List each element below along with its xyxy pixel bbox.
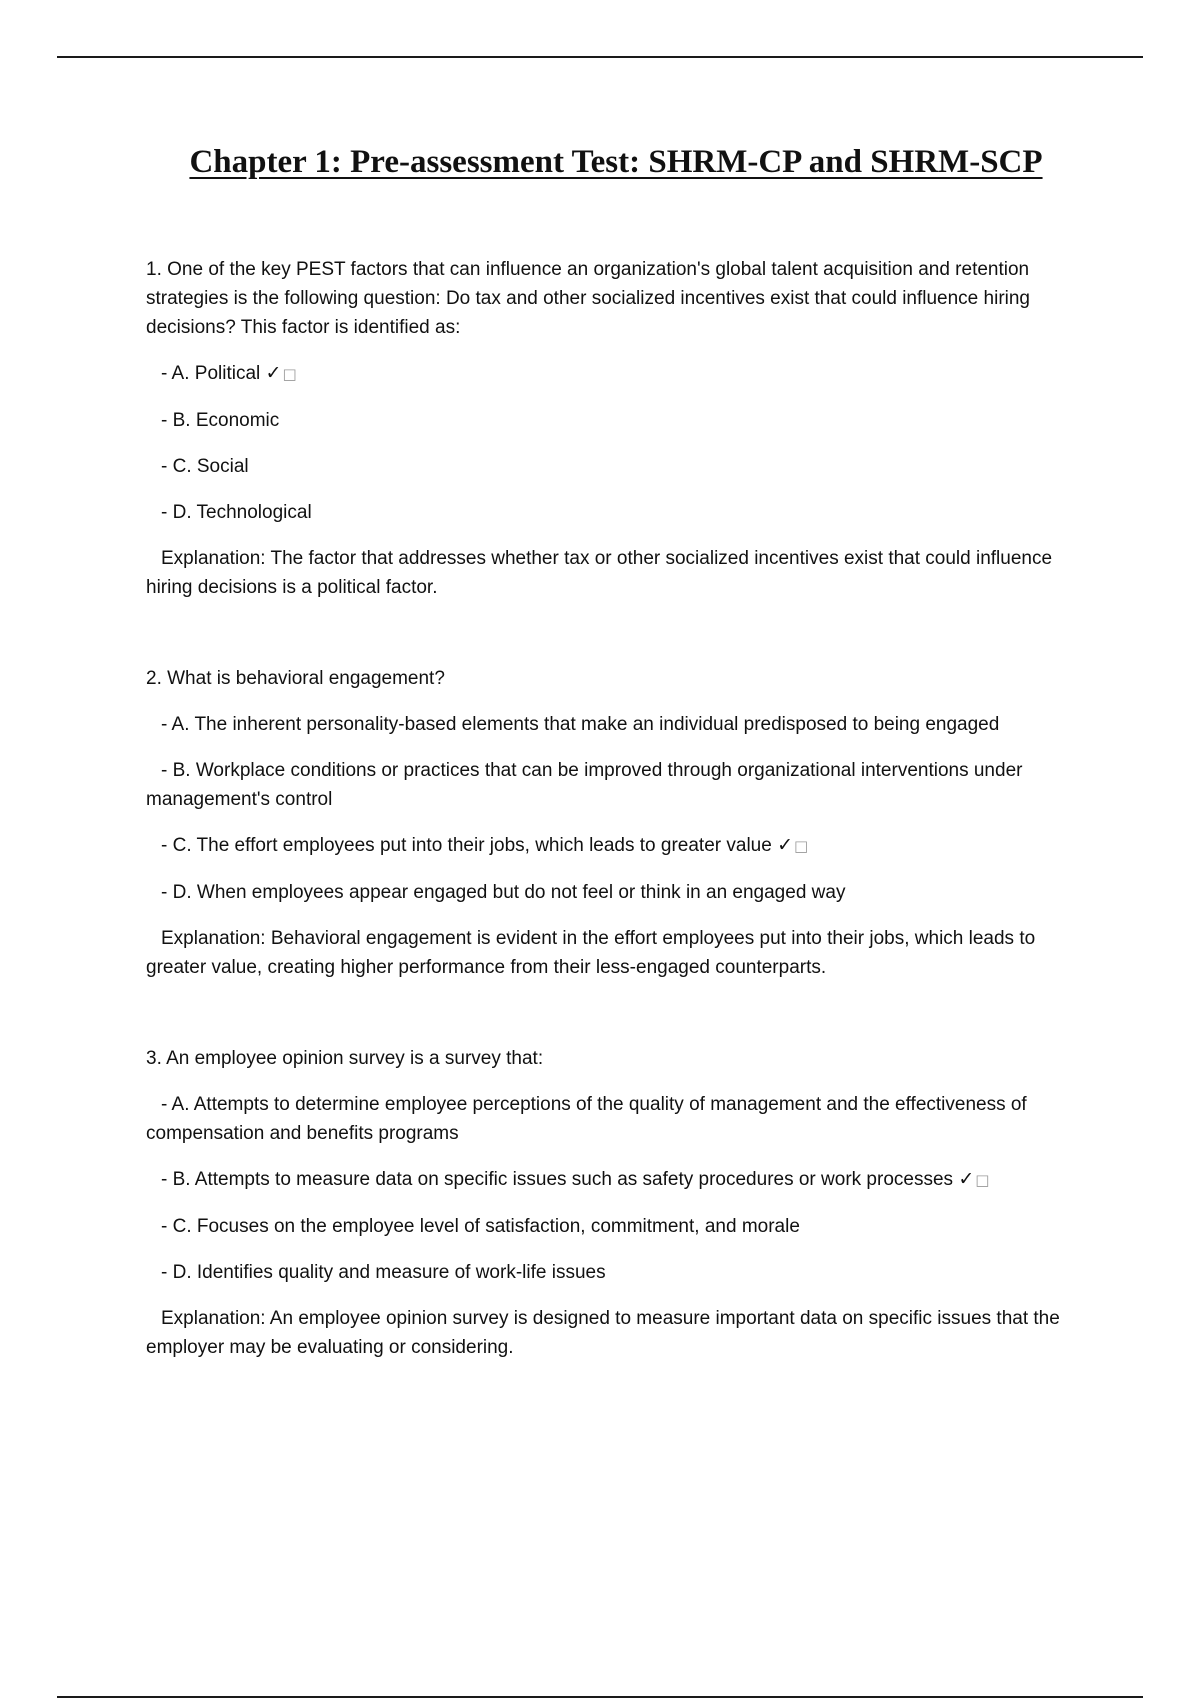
question-text: 1. One of the key PEST factors that can influence an organization's global talent acquisition and retention strategies is the following question: Do tax and other socialized incentives exist that could influence hiring decisions? This factor is identified as: [146,259,1031,338]
option-b: - B. Workplace conditions or practices that can be improved through organizational interventions under management's control [146,760,1023,810]
option-c: - C. Focuses on the employee level of satisfaction, commitment, and morale [161,1216,800,1237]
question-1 [146,255,1086,602]
page-title: Chapter 1: Pre-assessment Test: SHRM-CP and SHRM-SCP [189,144,1043,180]
question-text: 3. An employee opinion survey is a survey that: [146,1048,544,1069]
explanation: Explanation: An employee opinion survey is designed to measure important data on specific issues that the employer may be evaluating or considering. [146,1308,1060,1358]
document-body [146,255,1086,1424]
box-icon: □ [975,1171,990,1189]
option-c: - C. The effort employees put into their jobs, which leads to greater value ✓□ [161,834,809,856]
explanation: Explanation: The factor that addresses whether tax or other socialized incentives exist that could influence hiring decisions is a political factor. [146,548,1053,598]
option-b: - B. Economic [161,410,280,431]
box-icon: □ [794,837,809,855]
check-icon: ✓ [265,362,282,384]
top-rule [57,56,1143,58]
question-text: 2. What is behavioral engagement? [146,668,445,689]
question-2 [146,664,1086,982]
option-b: - B. Attempts to measure data on specific issues such as safety procedures or work processes ✓□ [161,1168,990,1190]
check-icon: ✓ [958,1168,975,1190]
option-d: - D. When employees appear engaged but do not feel or think in an engaged way [161,882,846,903]
explanation: Explanation: Behavioral engagement is evident in the effort employees put into their jobs, which leads to greater value, creating higher performance from their less-engaged counterparts. [146,928,1036,978]
option-d: - D. Technological [161,502,312,523]
question-3 [146,1044,1086,1362]
option-c: - C. Social [161,456,249,477]
check-icon: ✓ [777,834,793,856]
option-d: - D. Identifies quality and measure of work-life issues [161,1262,606,1283]
box-icon: □ [282,365,297,383]
option-a: - A. The inherent personality-based elements that make an individual predisposed to being engaged [161,714,1000,735]
option-a: - A. Attempts to determine employee perceptions of the quality of management and the effectiveness of compensation and benefits programs [146,1094,1027,1144]
option-a: - A. Political ✓□ [161,362,297,384]
bottom-rule [57,1696,1143,1698]
